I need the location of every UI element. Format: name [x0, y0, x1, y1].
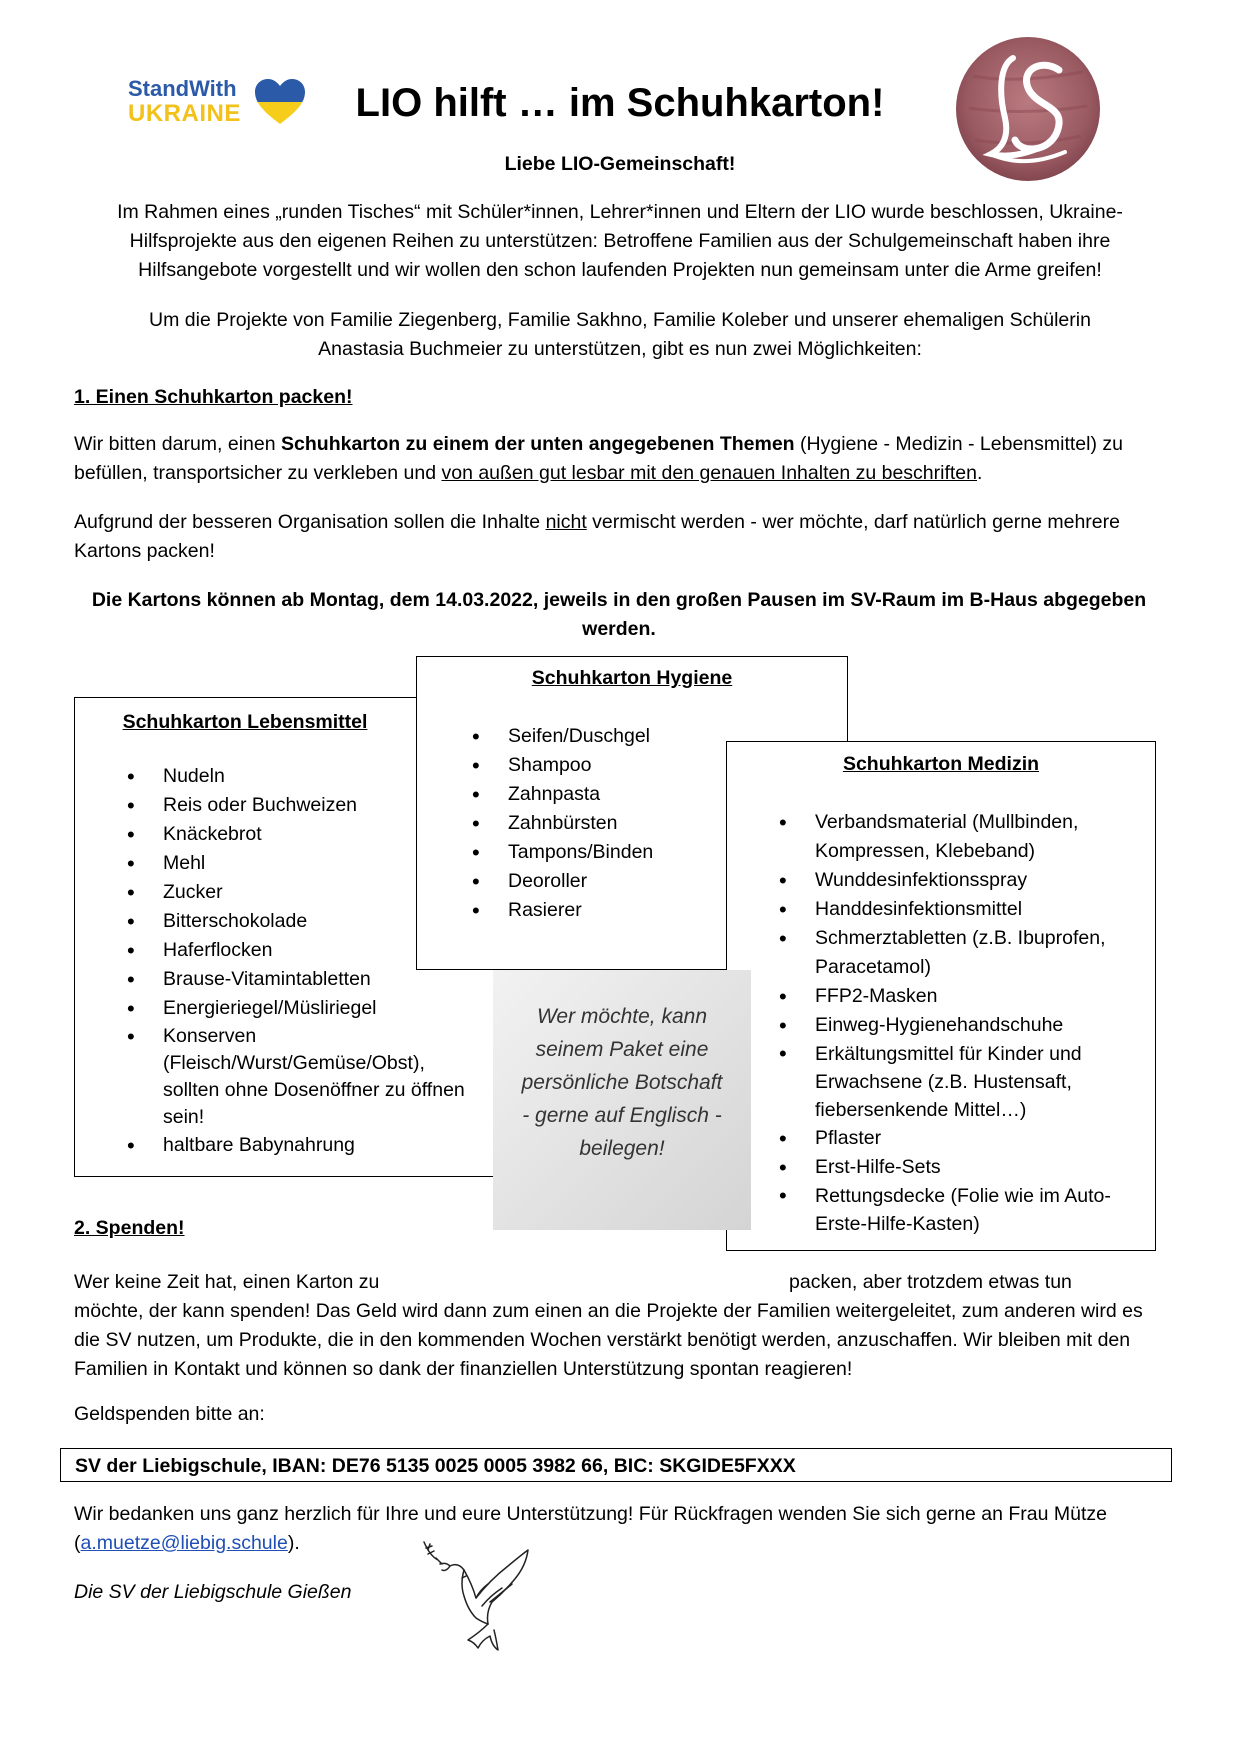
list-item: • Seifen/Duschgel	[472, 722, 772, 751]
list-item: • Haferflocken	[127, 936, 467, 965]
section-1-paragraph-2: Aufgrund der besseren Organisation sollen die Inhalte nicht vermischt werden - wer möchte, darf natürlich gerne mehrere Kartons packen!	[74, 511, 1120, 562]
intro-paragraph-2: Um die Projekte von Familie Ziegenberg, Familie Sakhno, Familie Koleber und unserer ehemaligen Schülerin Anastasia Buchmeier zu unterstützen, gibt es nun zwei Möglichkeiten:	[149, 309, 1091, 360]
intro-paragraph-1: Im Rahmen eines „runden Tisches“ mit Schüler*innen, Lehrer*innen und Eltern der LIO wurde beschlossen, Ukraine-Hilfsprojekte aus den eigenen Reihen zu unterstützen: Betroffene Familien aus der Schulgemeinschaft haben ihre Hilfsangebote vorgestellt und wir wollen den schon laufenden Projekten nun gemeinsam unter die Arme greifen!	[117, 201, 1123, 281]
list-item: • Erst-Hilfe-Sets	[779, 1153, 1135, 1182]
list-item: • Wunddesinfektionsspray	[779, 866, 1135, 895]
list-item: • Handdesinfektionsmittel	[779, 895, 1135, 924]
list-item: • Brause-Vitamintabletten	[127, 965, 467, 994]
section-2-heading: 2. Spenden!	[74, 1217, 185, 1239]
list-item: • Energieriegel/Müsliriegel	[127, 994, 467, 1023]
list-item: • Nudeln	[127, 762, 467, 791]
list-item: • Mehl	[127, 849, 467, 878]
list-item: • Deoroller	[472, 867, 772, 896]
list-item: • Rasierer	[472, 896, 772, 925]
list-item: • Schmerztabletten (z.B. Ibuprofen, Paracetamol)	[779, 924, 1135, 982]
dove-icon	[416, 1536, 546, 1656]
section-2-text-end: packen, aber trotzdem etwas tun	[789, 1271, 1072, 1293]
stand-with-ukraine-logo	[128, 74, 308, 134]
box-medizin-title: Schuhkarton Medizin	[842, 753, 1040, 775]
note-text: Wer möchte, kann seinem Paket eine persönliche Botschaft - gerne auf Englisch - beilegen!	[521, 1005, 723, 1160]
list-item: • Reis oder Buchweizen	[127, 791, 467, 820]
medizin-list	[779, 808, 1135, 1238]
list-item: • Bitterschokolade	[127, 907, 467, 936]
dropoff-notice: Die Kartons können ab Montag, dem 14.03.2022, jeweils in den großen Pausen im SV-Raum im B-Haus abgegeben werden.	[91, 589, 1147, 640]
list-item: • Konserven (Fleisch/Wurst/Gemüse/Obst), sollten ohne Dosenöffner zu öffnen sein!	[127, 1023, 467, 1131]
list-item: • Zahnpasta	[472, 780, 772, 809]
heart-icon	[254, 78, 306, 126]
box-medizin	[726, 741, 1156, 1251]
logo-text-ukraine: UKRAINE	[128, 100, 241, 127]
list-item: • FFP2-Masken	[779, 982, 1135, 1011]
logo-text-standwith: StandWith	[128, 76, 237, 101]
signature: Die SV der Liebigschule Gießen	[74, 1581, 352, 1603]
list-item: • Zahnbürsten	[472, 809, 772, 838]
thanks-paragraph: Wir bedanken uns ganz herzlich für Ihre und eure Unterstützung! Für Rückfragen wenden Sie sich gerne an Frau Mütze (a.muetze@liebig.schule).	[74, 1503, 1107, 1554]
section-2-text-start: Wer keine Zeit hat, einen Karton zu	[74, 1271, 380, 1293]
list-item: • Verbandsmaterial (Mullbinden, Kompressen, Klebeband)	[779, 808, 1135, 866]
section-2-paragraph: möchte, der kann spenden! Das Geld wird dann zum einen an die Projekte der Familien weitergeleitet, zum anderen wird es die SV nutzen, um Produkte, die in den kommenden Wochen verstärkt benötigt werden, anzuschaffen. Wir bleiben mit den Familien in Kontakt und können so dank der finanziellen Unterstützung spontan reagieren!	[74, 1300, 1143, 1380]
email-link[interactable]: a.muetze@liebig.schule	[80, 1532, 288, 1554]
box-hygiene-title: Schuhkarton Hygiene	[531, 667, 733, 689]
list-item: • Knäckebrot	[127, 820, 467, 849]
personal-message-note	[493, 970, 751, 1230]
list-item: • Erkältungsmittel für Kinder und Erwachsene (z.B. Hustensaft, fiebersenkende Mittel…)	[779, 1040, 1135, 1124]
list-item: • Shampoo	[472, 751, 772, 780]
page-title: LIO hilft … im Schuhkarton!	[355, 81, 885, 125]
geldspenden-label: Geldspenden bitte an:	[74, 1403, 265, 1425]
list-item: • Rettungsdecke (Folie wie im Auto-Erste-Hilfe-Kasten)	[779, 1182, 1135, 1238]
list-item: • Zucker	[127, 878, 467, 907]
section-1-paragraph-1: Wir bitten darum, einen Schuhkarton zu einem der unten angegebenen Themen (Hygiene - Medizin - Lebensmittel) zu befüllen, transportsicher zu verkleben und von außen gut lesbar mit den genauen Inhalten zu beschriften.	[74, 433, 1123, 484]
box-lebensmittel-title: Schuhkarton Lebensmittel	[122, 711, 368, 733]
list-item: • haltbare Babynahrung	[127, 1131, 467, 1160]
list-item: • Pflaster	[779, 1124, 1135, 1153]
bank-details-box: SV der Liebigschule, IBAN: DE76 5135 0025 0005 3982 66, BIC: SKGIDE5FXXX	[60, 1448, 1172, 1482]
section-1-heading: 1. Einen Schuhkarton packen!	[74, 386, 353, 408]
list-item: • Tampons/Binden	[472, 838, 772, 867]
greeting: Liebe LIO-Gemeinschaft!	[504, 153, 736, 175]
list-item: • Einweg-Hygienehandschuhe	[779, 1011, 1135, 1040]
